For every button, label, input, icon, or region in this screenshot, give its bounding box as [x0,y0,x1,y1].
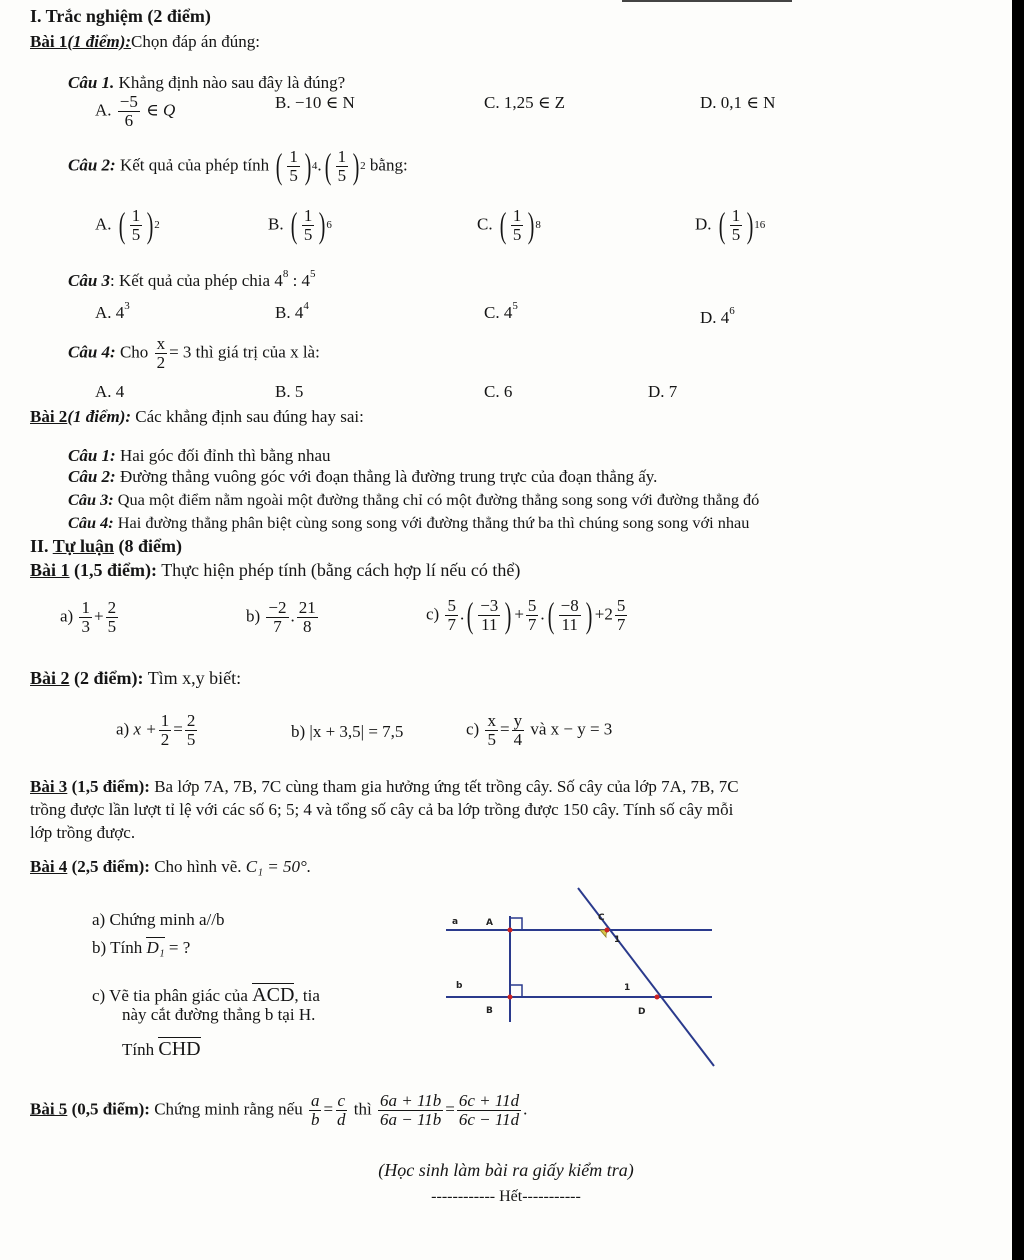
p2-bai5-mid: thì [353,1099,372,1119]
p2-bai5-title: Bài 5 [30,1099,68,1119]
q4-option-a: A. 4 [95,382,125,401]
item-label: b) [246,606,261,626]
denominator: 7 [527,614,537,634]
numerator: 5 [447,596,456,615]
p2-bai2-text: Tìm x,y biết: [147,668,242,688]
power-expression: ( $\frac{1}{5}$ ) 6 [290,205,332,246]
fraction [297,599,318,636]
part2-heading [30,536,182,558]
variable: x + [133,719,157,739]
exponent: 6 [326,218,332,231]
denominator: 11 [561,614,578,634]
fraction [730,207,743,244]
part1-heading: I. Trắc nghiệm (2 điểm) [30,6,211,26]
q3-option-d [700,305,735,328]
tf-label: Câu 1: [68,446,116,465]
p2-bai4-b [92,938,190,958]
fraction [335,1092,348,1129]
denominator: 6c − 11d [458,1109,520,1129]
q1-option-b: B. −10 ∈ N [275,93,355,112]
denominator: 5 [731,224,741,244]
p2-bai4-c [92,983,320,1007]
bai2-points: (1 điểm): [67,407,132,426]
operator: = [445,1099,455,1119]
fraction [309,1092,322,1129]
footer-note: (Học sinh làm bài ra giấy kiểm tra) [378,1160,634,1180]
q2-option-a [95,207,160,244]
part1-bai1-header [30,32,260,52]
q3-expression [274,268,316,290]
numerator: 1 [131,206,141,225]
point-C [605,928,610,933]
bai1-points: (1 điểm): [67,32,132,51]
denominator: 5 [337,165,347,185]
denominator: 5 [512,224,522,244]
q4-option-c: C. 6 [484,382,513,401]
whole-number: 2 [604,604,613,624]
q2-option-c [477,207,541,244]
option-label: A. [95,100,112,120]
exponent: 5 [310,268,316,280]
p2-bai2-header [30,668,241,690]
base: 4 [503,303,513,322]
bai2-title: Bài 2 [30,407,68,426]
exponent: 16 [754,218,766,231]
operator: = [173,719,183,739]
fraction [266,599,288,636]
label-point-B: B [486,1006,493,1016]
numerator: 21 [298,598,316,617]
base: 4 [720,308,730,327]
denominator: 5 [131,224,141,244]
fraction [615,597,628,634]
given-angle: C₁ = 50°. [245,857,312,876]
q2-text: Kết quả của phép tính [119,155,270,175]
numerator: 1 [337,147,347,166]
tf-statement-3 [68,490,759,510]
p2-bai2-title: Bài 2 [30,668,70,688]
exponent: 8 [282,268,289,280]
tf-statement-4 [68,513,749,533]
p2-bai1-c: c) $\frac{5}{7}$ . ( $\frac{-3}{11}$ ) + $\frac{5}{7}$ . ( $\frac{-8}{11}$ ) +2 $\frac{5}{7}$ [426,595,626,636]
operator: + [93,606,104,626]
right-angle-A [510,918,522,930]
q2-prompt: Câu 2: Kết quả của phép tính ( $\frac{1}{5}$ ) 4 . ( $\frac{1}{5}$ ) 2 bằng: [68,146,408,187]
p2-bai4-title: Bài 4 [30,857,68,876]
option-label: A. [95,214,112,234]
q1-option-d: D. 0,1 ∈ N [700,93,776,112]
numerator: 6a + 11b [380,1091,442,1110]
option-label: C. [477,214,493,234]
exponent: 2 [360,159,366,172]
q2-label: Câu 2: [68,155,116,175]
denominator: 7 [447,614,456,634]
option-label: C. [484,303,500,322]
option-label: D. [700,308,717,327]
q3-option-b [275,300,309,323]
label-line-b: b [456,981,463,991]
part1-bai2-header [30,407,364,427]
numerator: −3 [480,596,499,615]
numerator: x [156,334,166,353]
angle: CHD [158,1038,201,1060]
denominator: 3 [81,616,90,636]
item-label: a) [116,719,130,739]
power-expression: ( $\frac{1}{5}$ ) 2 [118,205,160,246]
part2-points: (8 điểm) [118,536,183,556]
part2-title: Tự luận [52,536,115,556]
fraction [130,207,143,244]
fraction [511,207,524,244]
fraction [336,148,349,185]
p2-bai2-c [466,712,612,749]
power-expression: ( $\frac{1}{5}$ ) 8 [499,205,541,246]
exponent: 3 [124,300,130,312]
numerator: 1 [81,598,90,617]
numerator: x [487,711,496,730]
denominator: 6a − 11b [380,1109,442,1129]
p2-bai5-points: (0,5 điểm): [71,1099,150,1119]
q3-prompt [68,268,316,291]
bai1-instruction: Chọn đáp án đúng: [131,32,260,51]
q4-option-b: B. 5 [275,382,304,401]
denominator: 2 [160,729,170,749]
numerator: 2 [107,598,117,617]
denominator: 7 [273,616,282,636]
fraction [106,599,119,636]
label-line-a: a [452,917,459,927]
fraction [445,597,458,634]
right-angle-B [510,985,522,997]
exponent: 4 [303,300,309,312]
operator: = [323,1099,334,1119]
q2-tail: bằng: [369,155,408,175]
tf-label: Câu 2: [68,467,116,486]
fraction [378,1092,443,1129]
p2-bai1-header [30,560,520,582]
numerator: 1 [512,206,522,225]
tf-text: Qua một điểm nằm ngoài một đường thẳng chỉ có một đường thẳng song song với đường thẳng đó [117,490,760,509]
fraction [457,1092,521,1129]
option-label: A. [95,303,112,322]
item-label: c) [466,719,480,739]
fraction [118,93,140,130]
p2-bai4-c-line2: này cắt đường thẳng b tại H. [122,1005,316,1024]
p2-bai3-text: Ba lớp 7A, 7B, 7C cùng tham gia hưởng ứng tết trồng cây. Số cây của lớp 7A, 7B, 7C [154,777,739,796]
denominator: 8 [303,616,312,636]
denominator: b [310,1109,320,1129]
denominator: 5 [186,729,196,749]
fraction [159,712,172,749]
q2-option-b [268,207,332,244]
item-label: a) [60,606,74,626]
fraction [185,712,198,749]
angle: ACD [252,984,295,1006]
item-tail: , tia [294,986,320,1005]
fraction [478,597,500,634]
label-point-A: A [486,918,493,928]
q4-tail: thì giá trị của x là: [195,342,320,362]
denominator: 4 [513,729,523,749]
denominator: 5 [107,616,117,636]
point-D [655,995,660,1000]
denominator: 11 [481,614,498,634]
exponent: 8 [535,218,541,231]
bai1-title: Bài 1 [30,32,68,51]
base: 4 [115,303,125,322]
p2-bai3-title: Bài 3 [30,777,68,796]
p2-bai4-c-line3 [122,1037,201,1061]
operator: . [290,606,295,626]
numerator: −5 [119,92,138,111]
p2-bai1-title: Bài 1 [30,560,70,580]
exponent: 4 [311,159,318,172]
fraction [559,597,581,634]
base: 4 [294,303,304,322]
fraction [79,599,92,636]
numerator: 1 [289,147,298,166]
tf-statement-2 [68,467,657,487]
fraction [526,597,539,634]
tf-text: Hai đường thẳng phân biệt cùng song song với đường thẳng thứ ba thì chúng song song với nhau [117,513,750,532]
q1-prompt [68,73,345,93]
denominator: d [337,1109,346,1129]
p2-bai1-points: (1,5 điểm): [74,560,157,580]
item-text: Tính [122,1040,155,1059]
fraction [512,712,525,749]
numerator: c [337,1091,346,1110]
p2-bai3-line1 [30,777,739,797]
q4-label: Câu 4: [68,342,116,362]
numerator: 5 [616,596,626,615]
q3-option-c [484,300,518,323]
period: . [523,1099,528,1119]
tf-statement-1 [68,446,331,466]
item-tail: = ? [168,938,191,957]
point-B [508,995,513,1000]
p2-bai1-b [246,599,320,636]
exponent: 5 [512,300,518,312]
q3-label: Câu 3 [68,271,111,290]
power-expression: ( $\frac{1}{5}$ ) 2 [324,146,366,187]
part2-prefix: II. [30,536,49,556]
p2-bai2-b [291,722,403,742]
footer-end: ------------ Hết----------- [431,1188,581,1205]
paren-group: ( $\frac{-8}{11}$ ) [547,595,593,636]
denominator: 5 [289,165,298,185]
exponent: 2 [154,218,160,231]
item-label: b) [291,722,306,741]
denominator: 7 [616,614,626,634]
q1-label: Câu 1. [68,73,115,92]
scan-artifact [622,0,792,2]
q2-option-d [695,207,765,244]
base: 4 [274,271,283,290]
option-label: B. [268,214,284,234]
q3-option-a [95,300,130,323]
expression-tail: và x − y = 3 [530,719,613,739]
numerator: −2 [268,598,287,617]
label-point-D: D [638,1007,646,1017]
point-A [508,928,513,933]
option-label: D. [695,214,712,234]
label-angle-d1: 1 [624,983,631,993]
q4-text: Cho [119,342,149,362]
fraction [302,207,315,244]
p2-bai2-a [116,712,199,749]
label-point-C: C [598,913,605,923]
denominator: 6 [124,110,134,130]
numerator: 5 [527,596,537,615]
p2-bai5 [30,1092,527,1129]
p2-bai4-text: Cho hình vẽ. [154,857,242,876]
p2-bai1-text: Thực hiện phép tính (bằng cách hợp lí nếu có thể) [161,560,521,580]
operator: = [499,719,510,739]
tf-label: Câu 4: [68,513,114,532]
denominator: 5 [303,224,313,244]
numerator: 1 [160,711,170,730]
fraction [485,712,498,749]
power-expression: ( $\frac{1}{5}$ ) 4 [276,146,318,187]
q4-equation: = 3 [169,342,192,362]
angle: D₁ [146,938,165,957]
item-label: c) [426,604,440,624]
fraction [287,148,300,185]
option-label: B. [275,303,291,322]
q4-prompt [68,335,320,372]
fraction [155,335,168,372]
numerator: 6c + 11d [458,1091,520,1110]
q1-option-a [95,93,175,130]
item-text: c) Vẽ tia phân giác của [92,986,248,1005]
p2-bai4-header [30,857,311,877]
tf-text: Đường thẳng vuông góc với đoạn thẳng là đường trung trực của đoạn thẳng ấy. [119,467,658,486]
numerator: 1 [303,206,313,225]
denominator: 5 [487,729,496,749]
numerator: −8 [560,596,579,615]
q3-text: : Kết quả của phép chia [110,271,271,290]
p2-bai3-line3: lớp trồng được. [30,823,136,842]
expression: |x + 3,5| = 7,5 [309,722,404,741]
q4-option-d: D. 7 [648,382,678,401]
label-angle-c1: 1 [614,935,621,945]
base: 4 [301,271,311,290]
p2-bai4-a: a) Chứng minh a//b [92,910,225,929]
power-expression: ( $\frac{1}{5}$ ) 16 [718,205,766,246]
p2-bai3-points: (1,5 điểm): [71,777,150,796]
p2-bai3-line2: trồng được lần lượt tỉ lệ với các số 6; 5; 4 và tổng số cây cả ba lớp trồng được 150 cây. Tính số cây mỗi [30,800,734,819]
option-a-tail: ∈ Q [146,100,176,120]
geometry-figure [444,882,724,1082]
operator: : [292,271,298,290]
numerator: y [513,711,523,730]
numerator: 2 [186,711,196,730]
numerator: a [310,1091,320,1110]
denominator: 2 [156,352,166,372]
p2-bai4-points: (2,5 điểm): [71,857,150,876]
p2-bai2-points: (2 điểm): [74,668,144,688]
numerator: 1 [731,206,741,225]
q1-text: Khẳng định nào sau đây là đúng? [118,73,346,92]
item-text: b) Tính [92,938,143,957]
bai2-instruction: Các khẳng định sau đúng hay sai: [135,407,364,426]
p2-bai1-a [60,599,120,636]
q1-option-c: C. 1,25 ∈ Z [484,93,566,112]
exponent: 6 [729,305,735,317]
p2-bai5-text: Chứng minh rằng nếu [154,1099,303,1119]
tf-text: Hai góc đối đỉnh thì bằng nhau [119,446,331,465]
tf-label: Câu 3: [68,490,114,509]
paren-group: ( $\frac{-3}{11}$ ) [466,595,512,636]
